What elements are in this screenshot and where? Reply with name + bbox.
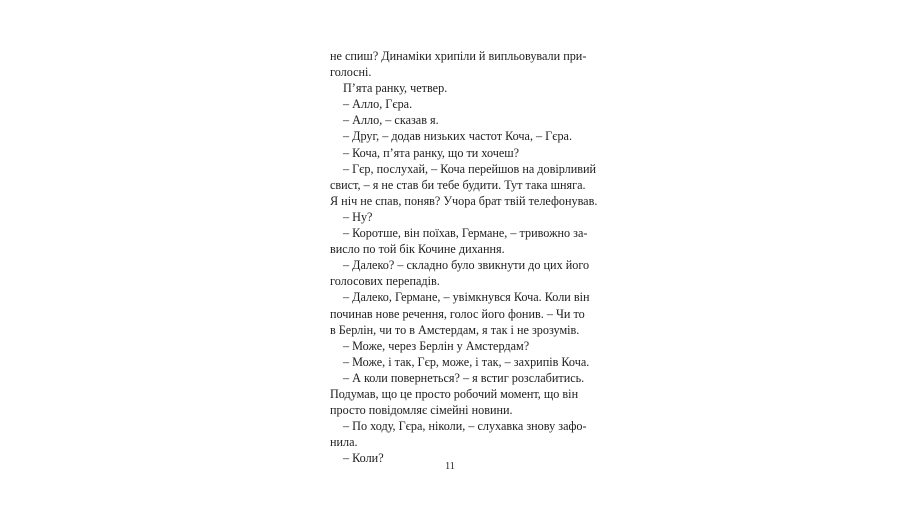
- text-line: – По ходу, Гєра, ніколи, – слухавка знову зафо-: [343, 419, 587, 434]
- body-text: [330, 48, 598, 466]
- text-line: просто повідомляє сімейні новини.: [330, 403, 513, 418]
- text-line: висло по той бік Кочине дихання.: [330, 242, 505, 257]
- text-line: – Коротше, він поїхав, Германе, – тривожно за-: [343, 226, 588, 241]
- text-line: Подумав, що це просто робочий момент, що він: [330, 386, 579, 401]
- text-line: – Алло, – сказав я.: [343, 113, 439, 128]
- text-line: Я ніч не спав, поняв? Учора брат твій телефонував.: [330, 193, 598, 208]
- text-line: – Коли?: [343, 451, 384, 466]
- text-line: – Далеко? – складно було звикнути до цих його: [343, 258, 590, 273]
- text-line: голосових перепадів.: [330, 274, 440, 289]
- text-line: – Ну?: [343, 209, 373, 224]
- text-line: – Коча, п’ята ранку, що ти хочеш?: [343, 145, 520, 160]
- text-line: голосні.: [330, 65, 372, 80]
- text-line: – Може, і так, Гєр, може, і так, – захрипів Коча.: [343, 354, 590, 369]
- text-line: починав нове речення, голос його фонив. – Чи то: [330, 306, 585, 321]
- text-line: в Берлін, чи то в Амстердам, я так і не зрозумів.: [330, 322, 580, 337]
- text-line: – Далеко, Германе, – увімкнувся Коча. Коли він: [343, 290, 590, 305]
- text-line: П’ята ранку, четвер.: [343, 81, 448, 96]
- text-line: свист, – я не став би тебе будити. Тут така шняга.: [330, 177, 586, 192]
- text-line: – А коли повернеться? – я встиг розслабитись.: [343, 370, 585, 385]
- text-line: – Може, через Берлін у Амстердам?: [343, 338, 530, 353]
- text-line: нила.: [330, 435, 358, 450]
- page-number: 11: [445, 461, 455, 472]
- text-line: – Гєр, послухай, – Коча перейшов на довірливий: [343, 161, 597, 176]
- text-line: – Алло, Гєра.: [343, 97, 413, 112]
- text-line: – Друг, – додав низьких частот Коча, – Гєра.: [343, 129, 573, 144]
- text-line: не спиш? Динаміки хрипіли й випльовували при-: [330, 49, 587, 63]
